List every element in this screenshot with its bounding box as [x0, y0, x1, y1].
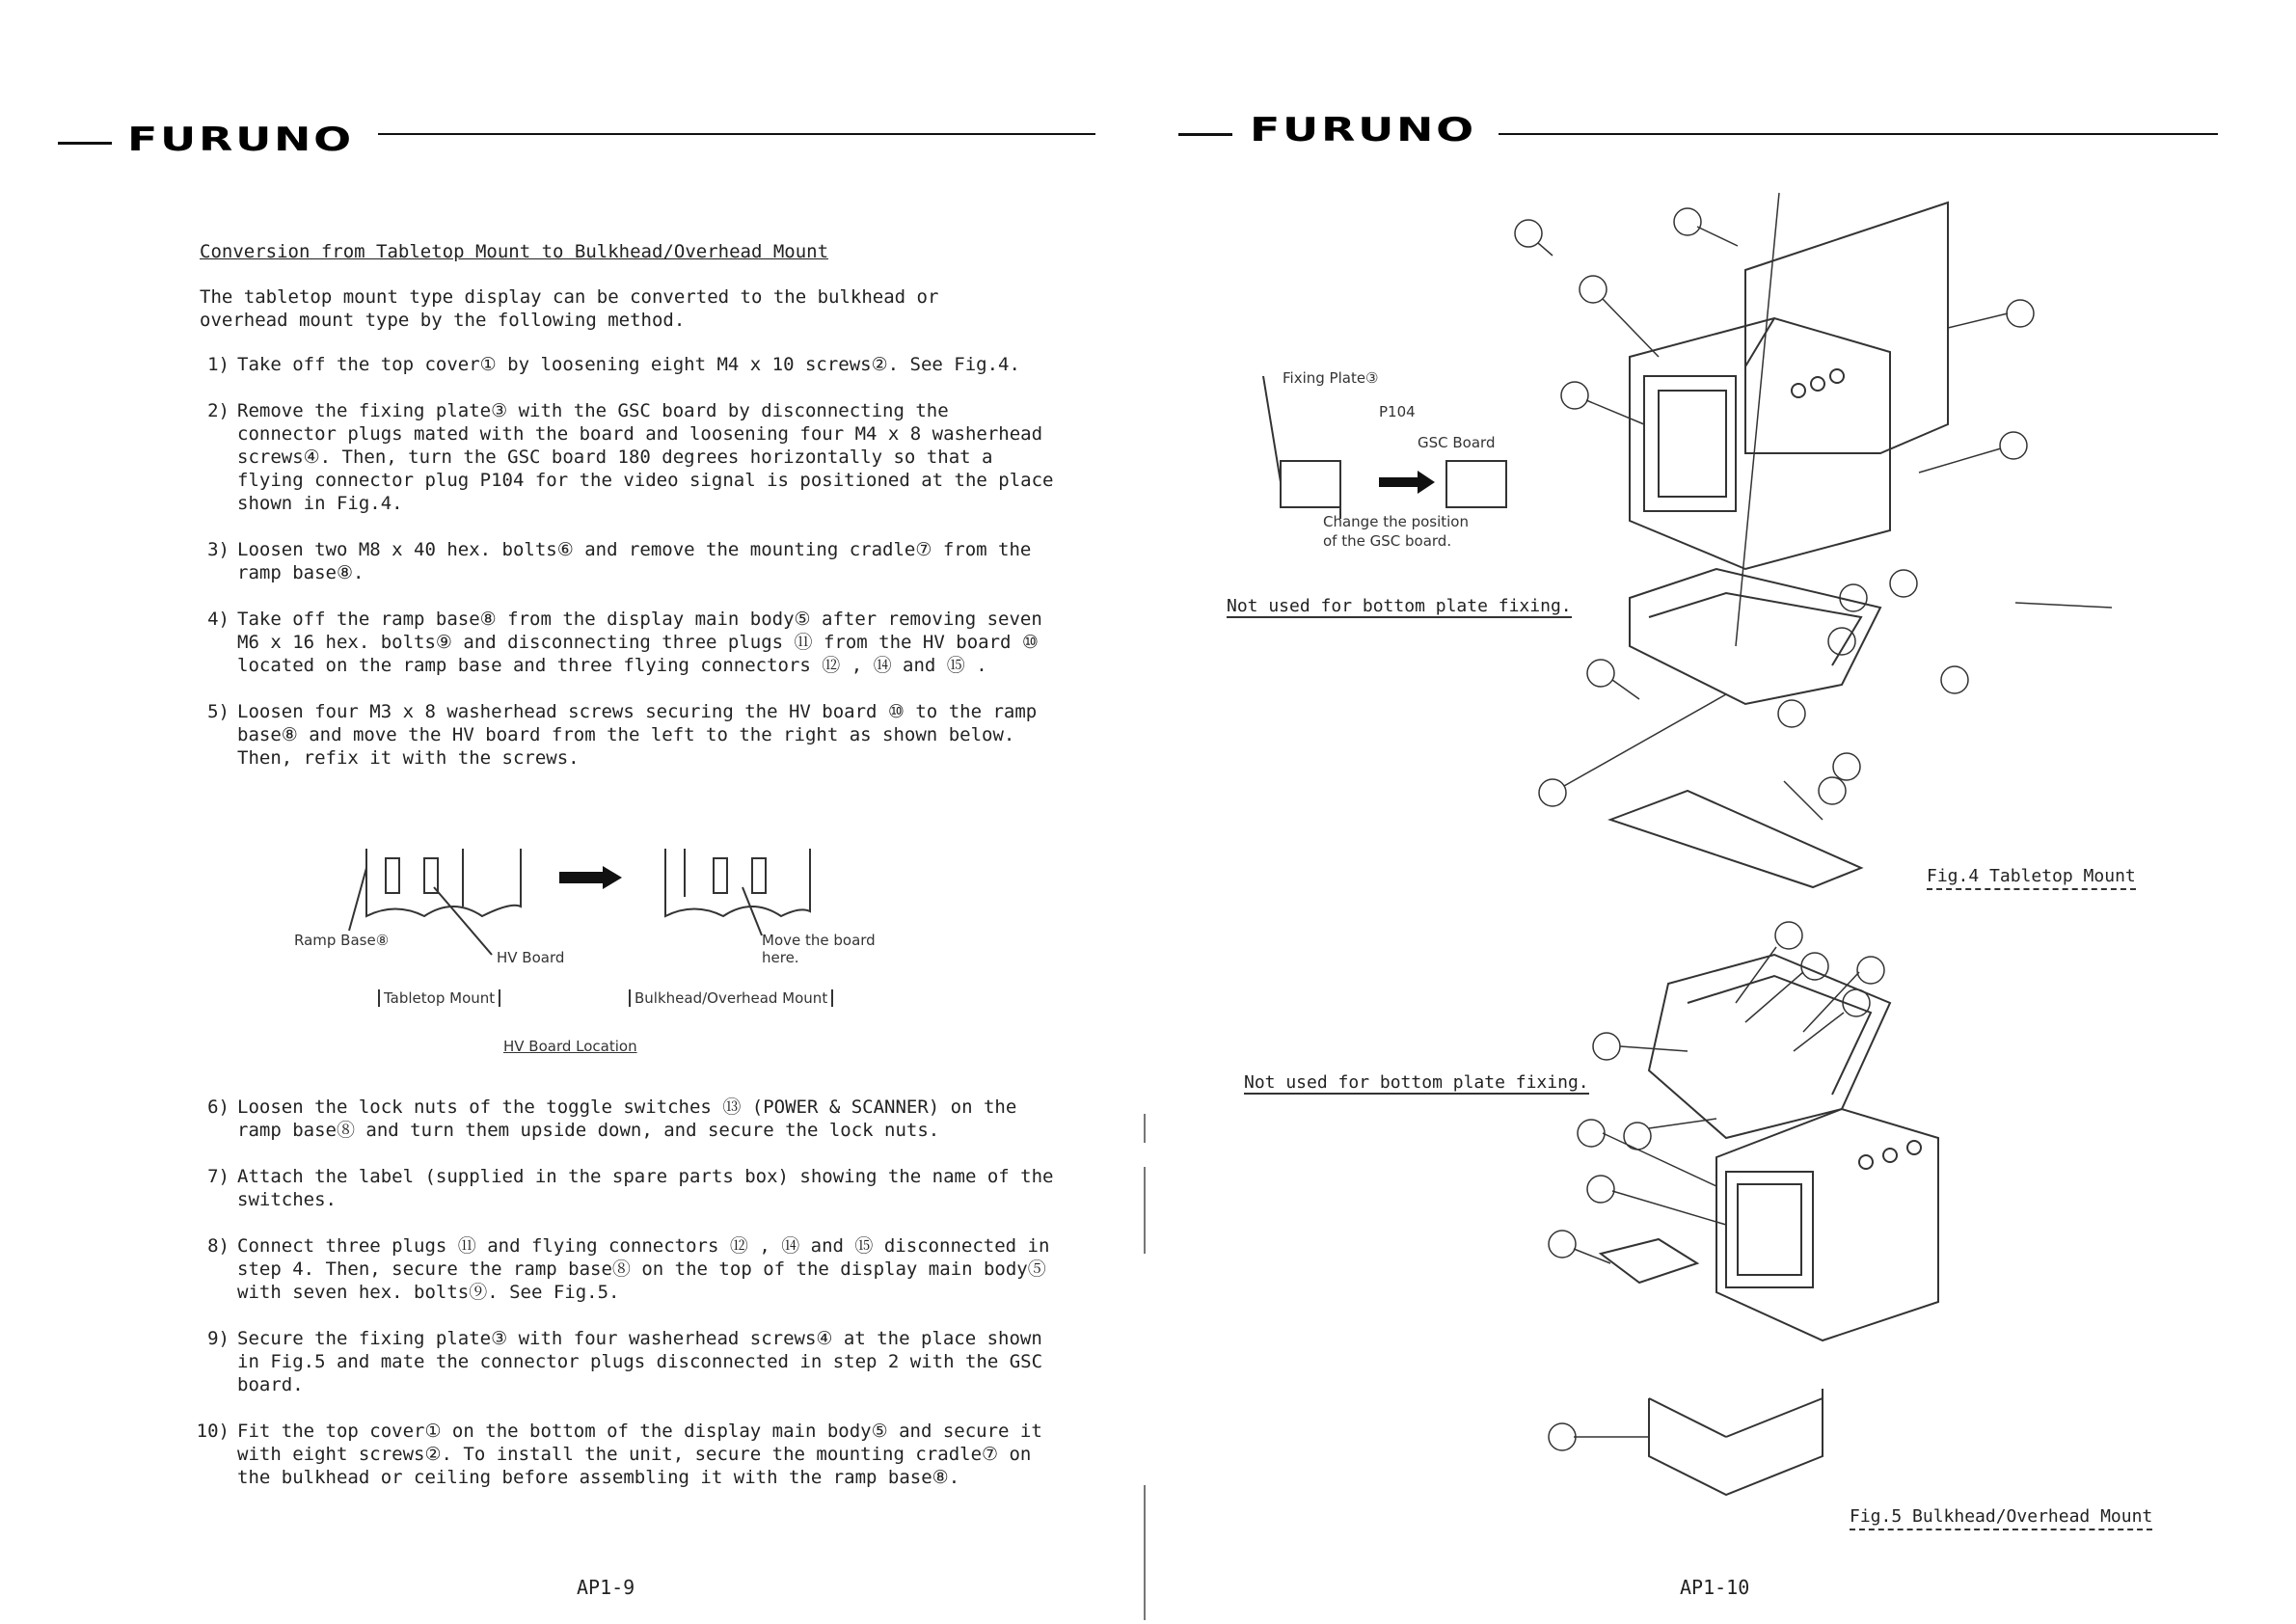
step-number: 8)	[207, 1235, 230, 1257]
page-number-left: AP1-9	[577, 1576, 635, 1599]
tabletop-mount-label: Tabletop Mount	[378, 989, 500, 1007]
change-position-label-2: of the GSC board.	[1323, 532, 1452, 550]
header-rule-left-short	[58, 142, 112, 145]
step-text: Connect three plugs ⑪ and flying connectors ⑫ , ⑭ and ⑮ disconnected in step 4. Then, secure the ramp base⑧ on the top of the display main body⑤ with seven hex. bolts⑨. See Fig.5.	[237, 1235, 1050, 1303]
step-number: 2)	[207, 400, 230, 421]
steps-list-a	[189, 353, 1057, 793]
ramp-base-label: Ramp Base⑧	[294, 932, 390, 949]
fig4-caption: Fig.4 Tabletop Mount	[1927, 866, 2136, 890]
not-used-note-fig4: Not used for bottom plate fixing.	[1227, 596, 1572, 616]
step-item	[189, 1420, 1057, 1489]
step-number: 5)	[207, 701, 230, 722]
hv-board-caption: HV Board Location	[503, 1038, 637, 1055]
steps-list-b	[189, 1096, 1057, 1512]
step-number: 4)	[207, 609, 230, 630]
step-text: Remove the fixing plate③ with the GSC board by disconnecting the connector plugs mated with the board and loosening four M4 x 8 washerhead screws④. Then, turn the GSC board 180 degrees horizontally so that a flying connector plug P104 for the video signal is positioned at the place shown in Fig.4.	[237, 400, 1054, 514]
page-divider	[1144, 1114, 1146, 1143]
gsc-board-label: GSC Board	[1418, 434, 1496, 451]
page-heading: Conversion from Tabletop Mount to Bulkhead/Overhead Mount	[200, 241, 829, 262]
fig5-caption: Fig.5 Bulkhead/Overhead Mount	[1850, 1506, 2152, 1530]
move-board-label: Move the board	[762, 932, 876, 949]
intro-paragraph: The tabletop mount type display can be converted to the bulkhead or overhead mount type by the following method.	[200, 286, 939, 331]
step-text: Loosen two M8 x 40 hex. bolts⑥ and remove the mounting cradle⑦ from the ramp base⑧.	[237, 539, 1032, 583]
header-rule-right-long	[1499, 133, 2218, 135]
page-number-right: AP1-10	[1680, 1576, 1750, 1599]
right-page	[1148, 0, 2295, 1624]
step-item	[189, 700, 1057, 770]
step-text: Take off the ramp base⑧ from the display main body⑤ after removing seven M6 x 16 hex. bolts⑨ and disconnecting three plugs ⑪ from the HV board ⑩ located on the ramp base and three flying connectors ⑫ , ⑭ and ⑮ .	[237, 609, 1042, 676]
step-number: 1)	[207, 354, 230, 375]
header-rule-right-short	[1178, 133, 1232, 136]
step-text: Loosen the lock nuts of the toggle switches ⑬ (POWER & SCANNER) on the ramp base⑧ and turn them upside down, and secure the lock nuts.	[237, 1096, 1017, 1141]
step-number: 10)	[196, 1421, 230, 1442]
furuno-logo: FURUNO	[127, 121, 354, 159]
step-item	[189, 1234, 1057, 1304]
step-number: 9)	[207, 1328, 230, 1349]
step-item	[189, 1096, 1057, 1142]
hv-board-figure	[289, 839, 984, 955]
change-position-label: Change the position	[1323, 513, 1469, 530]
step-number: 6)	[207, 1096, 230, 1118]
step-item	[189, 608, 1057, 677]
step-text: Attach the label (supplied in the spare parts box) showing the name of the switches.	[237, 1166, 1054, 1210]
bulkhead-mount-label: Bulkhead/Overhead Mount	[629, 989, 833, 1007]
step-text: Take off the top cover① by loosening eight M4 x 10 screws②. See Fig.4.	[237, 354, 1020, 375]
header-rule-left-long	[378, 133, 1095, 135]
page-divider	[1144, 1167, 1146, 1254]
step-number: 7)	[207, 1166, 230, 1187]
step-text: Fit the top cover① on the bottom of the display main body⑤ and secure it with eight screws②. To install the unit, secure the mounting cradle⑦ on the bulkhead or ceiling before assembling it with the ramp base⑧.	[237, 1421, 1042, 1488]
page-divider	[1144, 1485, 1146, 1620]
furuno-logo: FURUNO	[1250, 111, 1476, 149]
step-item	[189, 399, 1057, 515]
hv-board-label: HV Board	[497, 949, 565, 966]
not-used-note-fig5: Not used for bottom plate fixing.	[1244, 1072, 1589, 1093]
step-item	[189, 1165, 1057, 1211]
fig5-drawing	[1148, 916, 2112, 1533]
step-item	[189, 1327, 1057, 1396]
fig4-drawing	[1148, 193, 2112, 887]
p104-label: P104	[1379, 403, 1416, 420]
step-text: Loosen four M3 x 8 washerhead screws securing the HV board ⑩ to the ramp base⑧ and move the HV board from the left to the right as shown below. Then, refix it with the screws.	[237, 701, 1038, 769]
step-text: Secure the fixing plate③ with four washerhead screws④ at the place shown in Fig.5 and mate the connector plugs disconnected in step 2 with the GSC board.	[237, 1328, 1043, 1395]
step-item	[189, 353, 1057, 376]
step-number: 3)	[207, 539, 230, 560]
step-item	[189, 538, 1057, 584]
fixing-plate-label: Fixing Plate③	[1283, 369, 1379, 387]
move-here-label: here.	[762, 949, 799, 966]
